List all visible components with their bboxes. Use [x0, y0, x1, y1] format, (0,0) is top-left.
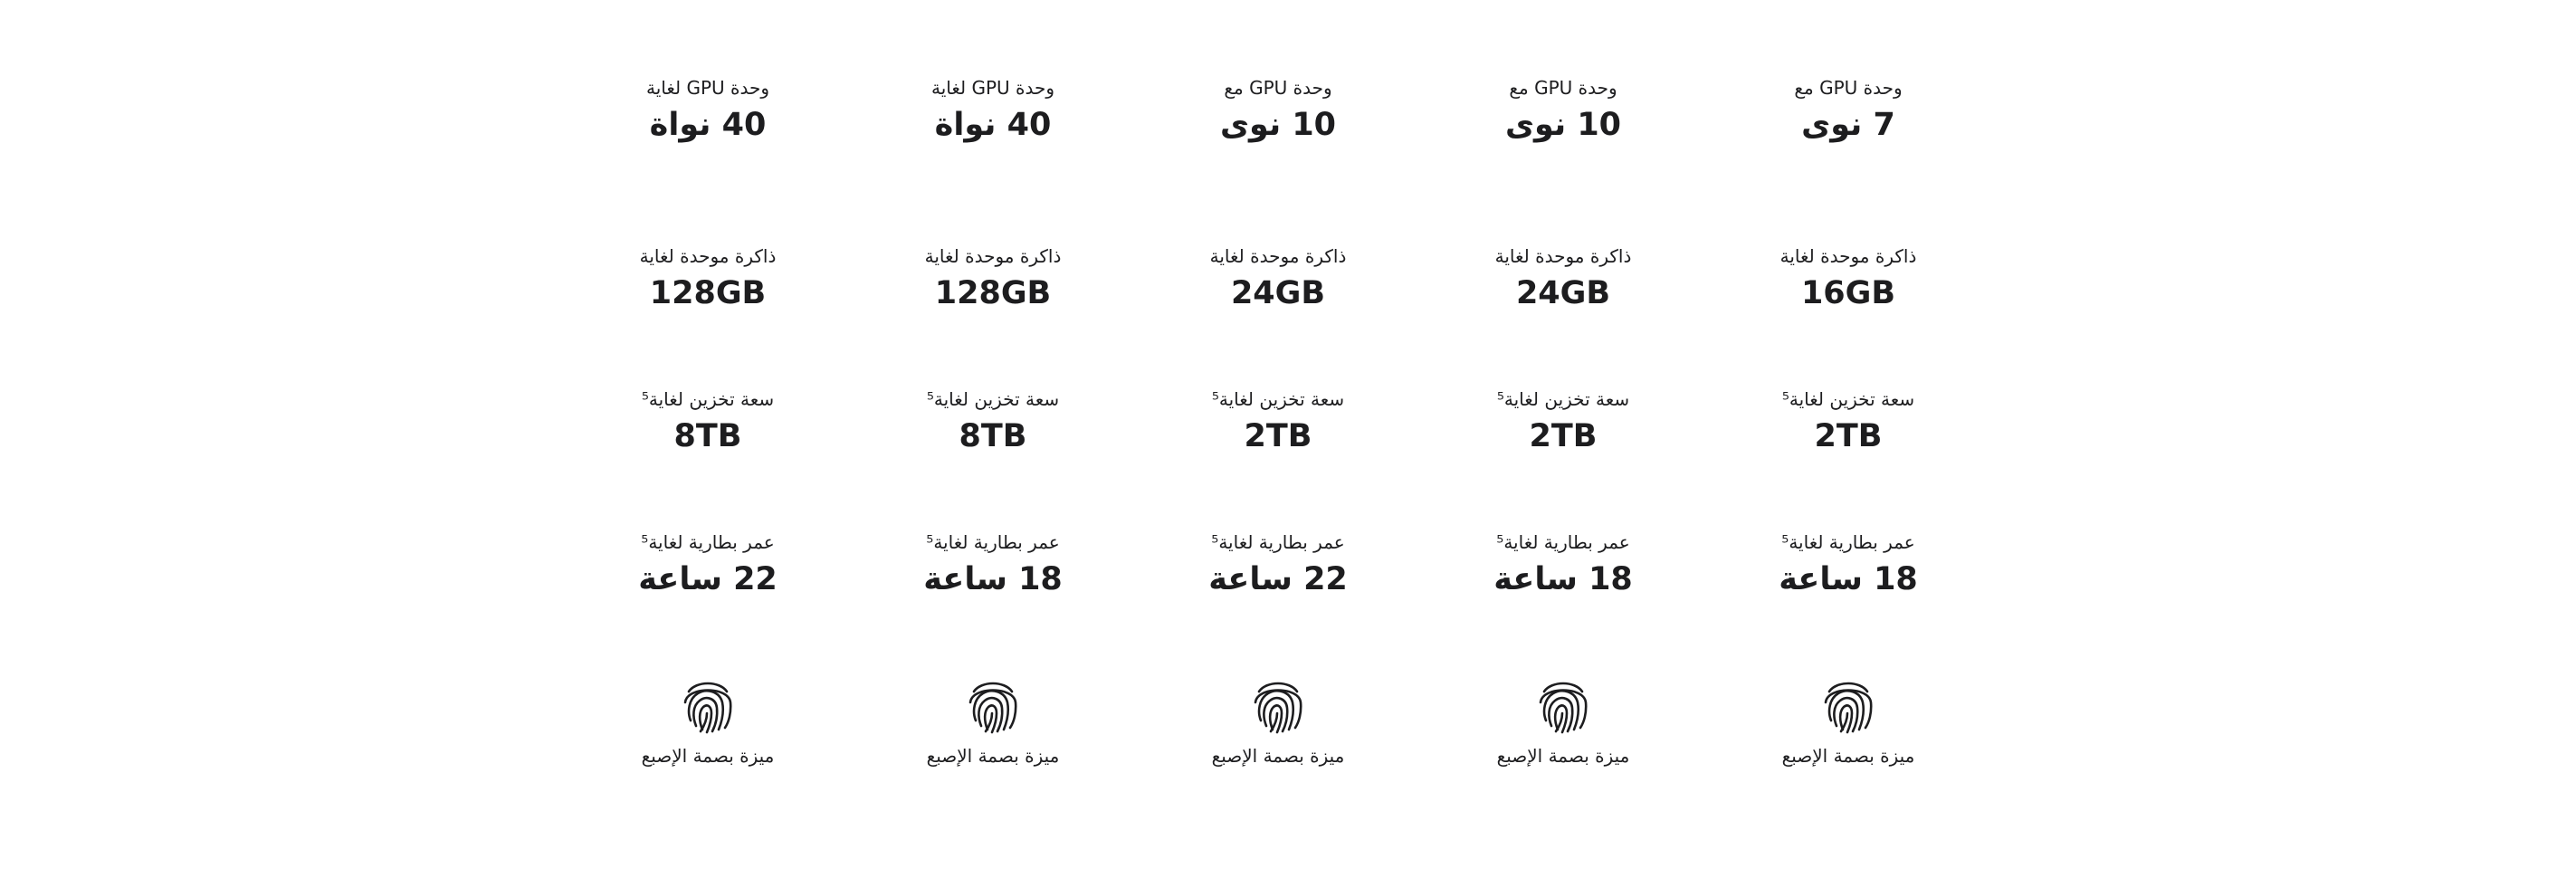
fingerprint-label: ميزة بصمة الإصبع: [1211, 745, 1345, 767]
battery-spec: [572, 530, 844, 599]
memory-spec: [1142, 244, 1414, 313]
battery-spec: [1427, 530, 1699, 599]
fingerprint-icon: [676, 673, 739, 737]
battery-label: عمر بطارية لغاية⁵: [641, 531, 775, 553]
gpu-label: وحدة GPU مع: [1509, 77, 1617, 99]
gpu-spec: [1713, 76, 1984, 145]
memory-spec: [857, 244, 1129, 313]
gpu-label: وحدة GPU مع: [1794, 77, 1903, 99]
storage-label: سعة تخزين لغاية⁵: [1781, 388, 1915, 410]
memory-value: 24GB: [1515, 275, 1611, 311]
fingerprint-feature: [1142, 673, 1414, 768]
memory-value: 128GB: [649, 275, 767, 311]
memory-spec: [1427, 244, 1699, 313]
fingerprint-icon: [1246, 673, 1310, 737]
storage-value: 2TB: [1814, 418, 1883, 454]
gpu-spec: [1427, 76, 1699, 145]
storage-label: سعة تخزين لغاية⁵: [1211, 388, 1345, 410]
gpu-value: 40 نواة: [934, 107, 1052, 143]
battery-spec: [857, 530, 1129, 599]
comparison-column-2: [857, 0, 1129, 878]
fingerprint-icon: [961, 673, 1025, 737]
storage-label: سعة تخزين لغاية⁵: [641, 388, 775, 410]
battery-value: 22 ساعة: [1208, 561, 1348, 597]
comparison-column-1: [572, 0, 844, 878]
memory-value: 24GB: [1230, 275, 1326, 311]
gpu-label: وحدة GPU لغاية: [930, 77, 1055, 99]
memory-label: ذاكرة موحدة لغاية: [924, 245, 1062, 267]
storage-spec: [572, 387, 844, 456]
storage-label: سعة تخزين لغاية⁵: [926, 388, 1060, 410]
battery-label: عمر بطارية لغاية⁵: [1781, 531, 1915, 553]
storage-value: 8TB: [959, 418, 1027, 454]
battery-label: عمر بطارية لغاية⁵: [1496, 531, 1630, 553]
memory-label: ذاكرة موحدة لغاية: [1209, 245, 1347, 267]
memory-label: ذاكرة موحدة لغاية: [1779, 245, 1917, 267]
battery-label: عمر بطارية لغاية⁵: [1211, 531, 1345, 553]
gpu-value: 10 نوى: [1219, 107, 1337, 143]
gpu-label: وحدة GPU لغاية: [645, 77, 770, 99]
battery-label: عمر بطارية لغاية⁵: [926, 531, 1060, 553]
fingerprint-feature: [1427, 673, 1699, 768]
memory-value: 16GB: [1800, 275, 1896, 311]
battery-spec: [1713, 530, 1984, 599]
fingerprint-label: ميزة بصمة الإصبع: [1781, 745, 1915, 767]
fingerprint-feature: [1713, 673, 1984, 768]
storage-spec: [1427, 387, 1699, 456]
memory-spec: [1713, 244, 1984, 313]
gpu-value: 10 نوى: [1504, 107, 1622, 143]
comparison-column-5: [1713, 0, 1984, 878]
storage-spec: [857, 387, 1129, 456]
comparison-column-4: [1427, 0, 1699, 878]
storage-value: 8TB: [673, 418, 742, 454]
gpu-value: 7 نوى: [1801, 107, 1895, 143]
battery-value: 22 ساعة: [638, 561, 778, 597]
fingerprint-label: ميزة بصمة الإصبع: [641, 745, 775, 767]
gpu-spec: [857, 76, 1129, 145]
fingerprint-feature: [857, 673, 1129, 768]
storage-label: سعة تخزين لغاية⁵: [1496, 388, 1630, 410]
gpu-spec: [1142, 76, 1414, 145]
memory-label: ذاكرة موحدة لغاية: [639, 245, 777, 267]
storage-spec: [1142, 387, 1414, 456]
battery-value: 18 ساعة: [1779, 561, 1918, 597]
gpu-label: وحدة GPU مع: [1224, 77, 1332, 99]
fingerprint-label: ميزة بصمة الإصبع: [1496, 745, 1630, 767]
storage-value: 2TB: [1529, 418, 1598, 454]
battery-value: 18 ساعة: [923, 561, 1063, 597]
memory-spec: [572, 244, 844, 313]
gpu-spec: [572, 76, 844, 145]
battery-spec: [1142, 530, 1414, 599]
storage-spec: [1713, 387, 1984, 456]
fingerprint-label: ميزة بصمة الإصبع: [926, 745, 1060, 767]
memory-value: 128GB: [934, 275, 1052, 311]
comparison-column-3: [1142, 0, 1414, 878]
gpu-value: 40 نواة: [649, 107, 767, 143]
storage-value: 2TB: [1244, 418, 1312, 454]
fingerprint-icon: [1817, 673, 1880, 737]
memory-label: ذاكرة موحدة لغاية: [1494, 245, 1632, 267]
battery-value: 18 ساعة: [1493, 561, 1633, 597]
fingerprint-icon: [1531, 673, 1595, 737]
fingerprint-feature: [572, 673, 844, 768]
